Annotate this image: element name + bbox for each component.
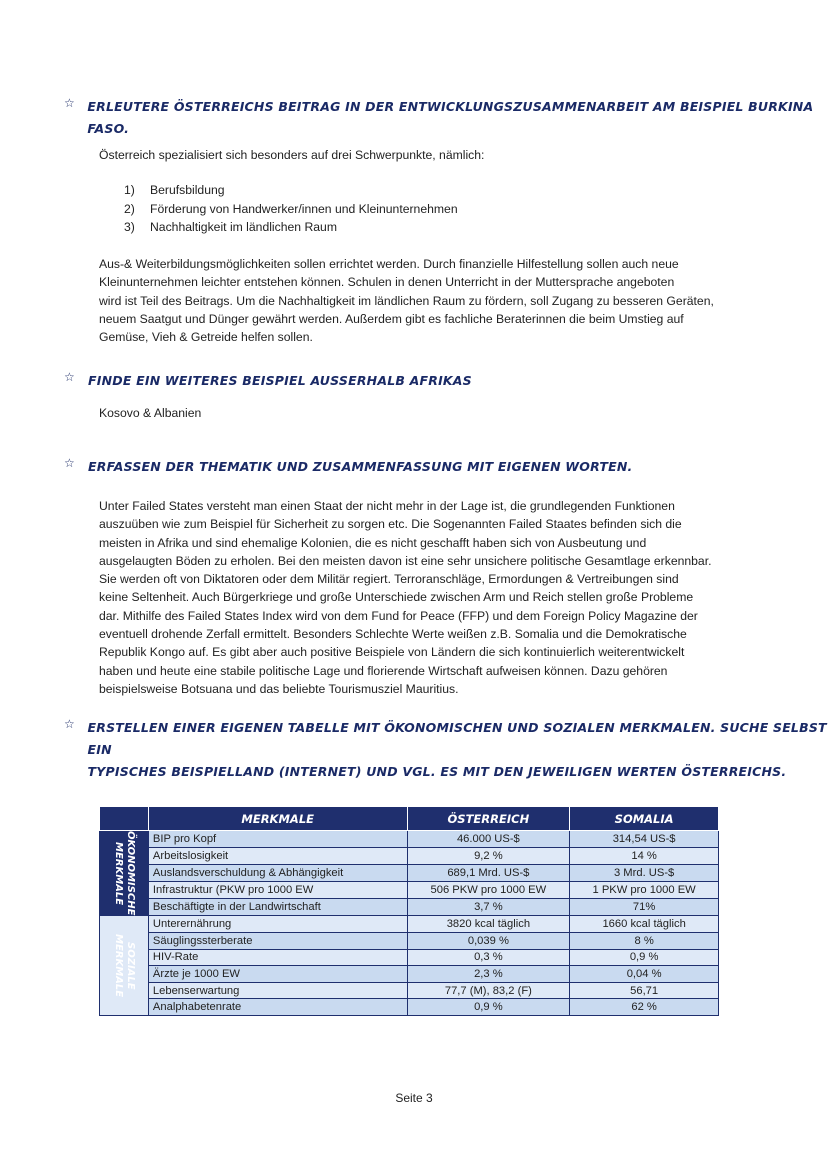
table-row: Lebenserwartung 77,7 (M), 83,2 (F) 56,71 (100, 982, 719, 999)
table-row: SOZIALE MERKMALE Unterernährung 3820 kcal täglich 1660 kcal täglich (100, 916, 719, 933)
star-outline-icon: ☆ (64, 717, 75, 731)
table-row: Ärzte je 1000 EW 2,3 % 0,04 % (100, 966, 719, 983)
heading-2-text: FINDE EIN WEITERES BEISPIEL AUSSERHALB AFRIKAS (88, 373, 472, 388)
column-header-somalia: SOMALIA (570, 807, 719, 831)
heading-3-text: ERFASSEN DER THEMATIK UND ZUSAMMENFASSUNG MIT EIGENEN WORTEN. (88, 459, 633, 474)
table-corner (100, 807, 149, 831)
page-number: Seite 3 (395, 1091, 433, 1105)
focus-list (124, 181, 458, 237)
heading-4-text: ERSTELLEN EINER EIGENEN TABELLE MIT ÖKONOMISCHEN UND SOZIALEN MERKMALEN. SUCHE SELBST EIN TYPISCHES BEISPIELLAND (INTERNET) UND VGL. ES MIT DEN JEWEILIGEN WERTEN ÖSTERREICHS. (87, 720, 827, 779)
heading-2 (64, 370, 472, 392)
paragraph-1: Aus-& Weiterbildungsmöglichkeiten sollen errichtet werden. Durch finanzielle Hilfestellung sollen auch neue Kleinunternehmen leichter entstehen können. Schulen in denen Unterricht in der Muttersprache angeboten wird ist Teil des Beitrags. Um die Nachhaltigkeit im ländlichen Raum zu fördern, soll Zugang zu besseren Geräten, neuem Saatgut und Dünger gewährt werden. Außerdem gibt es fachliche Beraterinnen die beim Umstieg auf Gemüse, Vieh & Getreide helfen sollen. (99, 257, 714, 345)
heading-1-text: ERLEUTERE ÖSTERREICHS BEITRAG IN DER ENTWICKLUNGSZUSAMMENARBEIT AM BEISPIEL BURKINA FASO. (87, 99, 814, 136)
intro-text: Österreich spezialisiert sich besonders auf drei Schwerpunkte, nämlich: (99, 148, 485, 162)
column-header-merkmale: MERKMALE (148, 807, 407, 831)
star-outline-icon: ☆ (64, 456, 75, 470)
table-row: Auslandsverschuldung & Abhängigkeit 689,1 Mrd. US-$ 3 Mrd. US-$ (100, 865, 719, 882)
table-row: Beschäftigte in der Landwirtschaft 3,7 % 71% (100, 899, 719, 916)
table-row: Infrastruktur (PKW pro 1000 EW 506 PKW pro 1000 EW 1 PKW pro 1000 EW (100, 882, 719, 899)
comparison-table (99, 806, 719, 1016)
group-label-economic: ÖKONOMISCHE MERKMALE (100, 831, 149, 916)
example-text: Kosovo & Albanien (99, 406, 202, 420)
group-label-social: SOZIALE MERKMALE (100, 916, 149, 1016)
star-outline-icon: ☆ (64, 370, 75, 384)
list-item: 1) Berufsbildung (124, 183, 225, 197)
heading-3 (64, 456, 632, 478)
table-row: Analphabetenrate 0,9 % 62 % (100, 999, 719, 1016)
paragraph-2: Unter Failed States versteht man einen Staat der nicht mehr in der Lage ist, die grundlegenden Funktionen auszuüben wie zum Beispiel für Sicherheit zu sorgen etc. Die Sogenannten Failed Staates befinden sich die meisten in Afrika und sind ehemalige Kolonien, die es nicht geschafft haben sich von Ausbeutung und ausgelaugten Böden zu erholen. Bei den meisten davon ist eine sehr unsichere politische Gesamtlage erkennbar. Sie werden oft von Diktatoren oder dem Militär regiert. Terroranschläge, Ermordungen & Vertreibungen sind keine Seltenheit. Auch Bürgerkriege und große Unterschiede zwischen Arm und Reich stellen große Probleme dar. Mithilfe des Failed States Index wird von dem Fund for Peace (FFP) und dem Foreign Policy Magazine der eventuell drohende Zerfall ermittelt. Besonders Schlechte Werte weißen z.B. Somalia und die Demokratische Republik Kongo auf. Es gibt aber auch positive Beispiele von Ländern die sich kontinuierlich weiterentwickelt haben und heute eine stabile politische Lage und florierende Wirtschaft aufweisen können. Dazu gehören beispielsweise Botsuana und das beliebte Tourismusziel Mauritius. (99, 499, 712, 696)
table-row: HIV-Rate 0,3 % 0,9 % (100, 949, 719, 966)
table-row: Arbeitslosigkeit 9,2 % 14 % (100, 848, 719, 865)
column-header-oesterreich: ÖSTERREICH (407, 807, 570, 831)
table-row: Säuglingssterberate 0,039 % 8 % (100, 933, 719, 950)
heading-4 (64, 717, 828, 783)
table-header-row (100, 807, 719, 831)
star-outline-icon: ☆ (64, 96, 75, 110)
table-row: ÖKONOMISCHE MERKMALE BIP pro Kopf 46.000 US-$ 314,54 US-$ (100, 831, 719, 848)
list-item: 3) Nachhaltigkeit im ländlichen Raum (124, 220, 337, 234)
list-item: 2) Förderung von Handwerker/innen und Kleinunternehmen (124, 201, 458, 216)
heading-1 (64, 96, 828, 140)
